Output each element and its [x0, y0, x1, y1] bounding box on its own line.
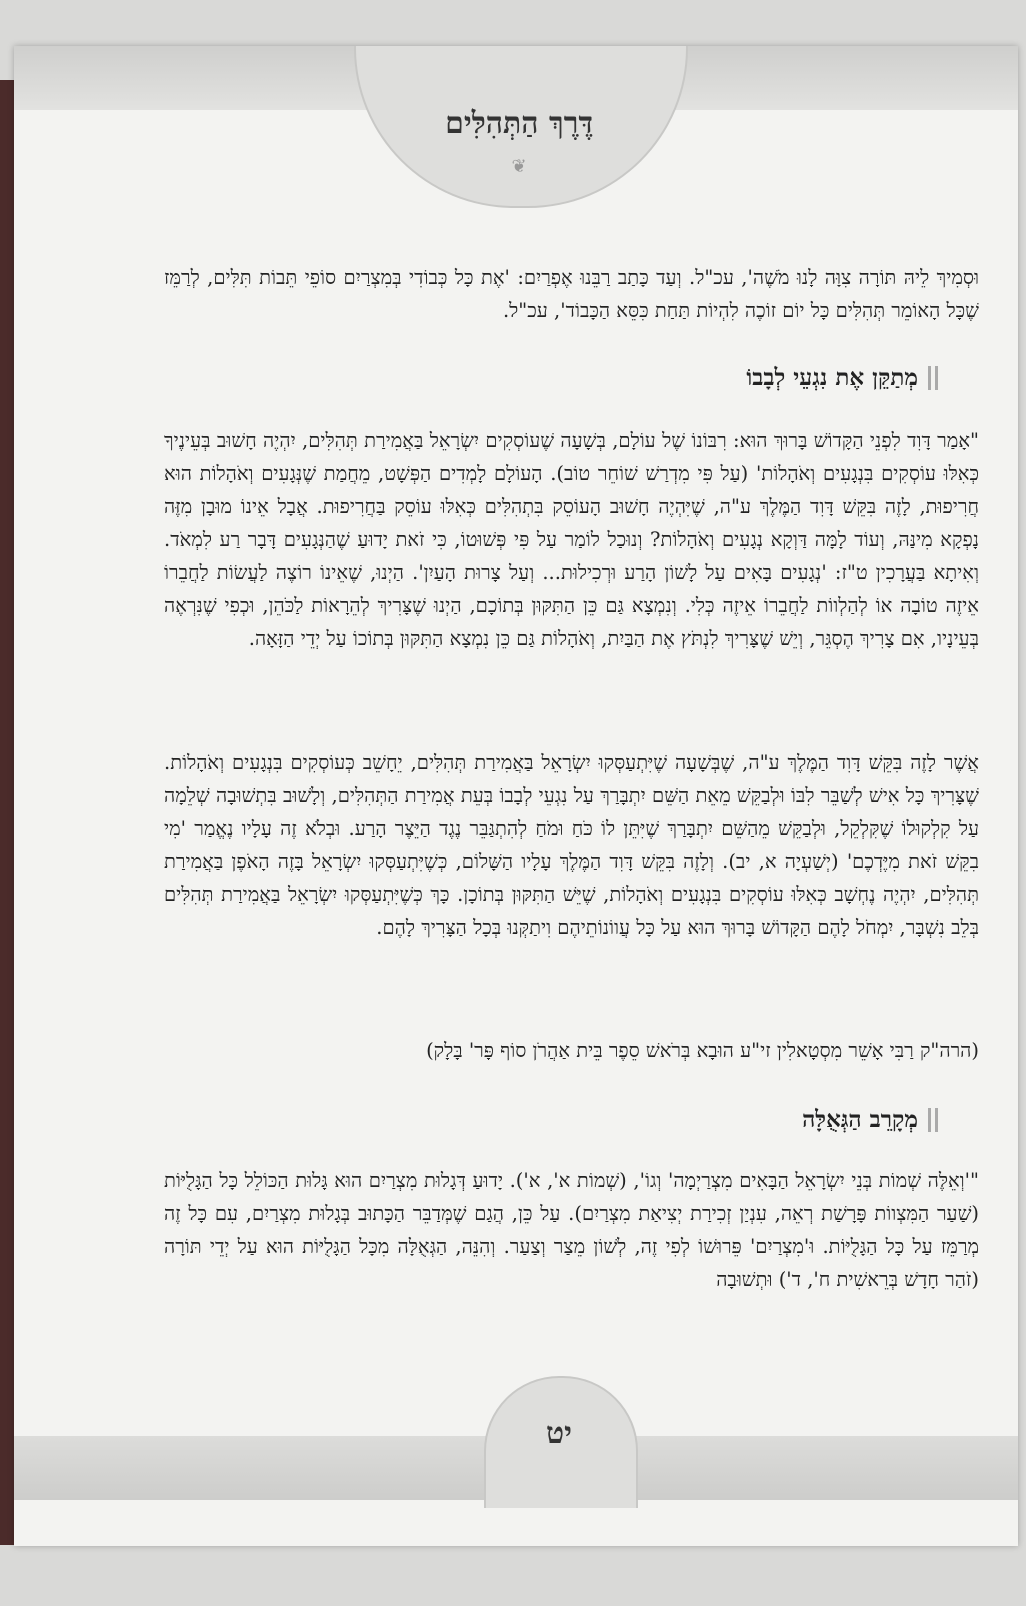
source-citation: (הרה"ק רַבִּי אָשֵׁר מִסְטָאלִין זי"ע הוּבָא בְּרֹאשׁ סֵפֶר בֵּית אַהֲרֹן סוֹף פָּר' בָּלָק) [426, 1039, 979, 1062]
intro-paragraph: וּסְמִיךְ לֵיהּ תּוֹרָה צִוָּה לָנוּ מֹשֶׁה', עכ"ל. וְעַד כָּתַב רַבֵּנוּ אֶפְרַיִם: 'אֶת כָּל כְּבוֹדִי בְּמִצְרַיִם סוֹפֵי תֵּבוֹת תִּלִּים, לְרַמֵּז שֶׁכָּל הָאוֹמֵר תְּהִלִּים כָּל יוֹם זוֹכֶה לִהְיוֹת תַּחַת כִּסֵּא הַכָּבוֹד', עכ"ל. [164, 266, 979, 322]
section-heading [802, 1106, 938, 1133]
running-title: דֶּרֶךְ הַתְּהִלִּים [445, 106, 593, 141]
book-page [14, 46, 1018, 1546]
paragraph: אֲשֶׁר לָזֶה בִּקֵּשׁ דָּוִד הַמֶּלֶךְ ע"ה, שֶׁבְּשָׁעָה שֶׁיִּתְעַסְּקוּ יִשְׂרָאֵל בַּאֲמִירַת תְּהִלִּים, יֵחָשֵׁב כְּעוֹסְקִים בִּנְגָעִים וְאֹהָלוֹת. שֶׁצָּרִיךְ כָּל אִישׁ לְשַׁבֵּר לִבּוֹ וּלְבַקֵּשׁ מֵאֵת הַשֵּׁם יִתְבָּרַךְ עַל נִגְעֵי לְבָבוֹ בְּעֵת אֲמִירַת הַתְּהִלִּים, וְלָשׁוּב בִּתְשׁוּבָה שְׁלֵמָה עַל קִלְקוּלוֹ שֶׁקִּלְקֵל, וּלְבַקֵּשׁ מֵהַשֵּׁם יִתְבָּרַךְ שֶׁיִּתֵּן לוֹ כֹּחַ וּמֹחַ לְהִתְגַּבֵּר נֶגֶד הַיֵּצֶר הָרַע. וּבְלֹא זֶה עָלָיו נֶאֱמַר 'מִי בִקֵּשׁ זֹאת מִיֶּדְכֶם' (יְשַׁעְיָה א, יב). וְלָזֶה בִּקֵּשׁ דָּוִד הַמֶּלֶךְ עָלָיו הַשָּׁלוֹם, כְּשֶׁיִּתְעַסְּקוּ יִשְׂרָאֵל בָּזֶה הָאֹפֶן בַּאֲמִירַת תְּהִלִּים, יִהְיֶה נֶחְשָׁב כְּאִלּוּ עוֹסְקִים בִּנְגָעִים וְאֹהָלוֹת, שֶׁיֵּשׁ הַתִּקּוּן בְּתוֹכָן. כָּךְ כְּשֶׁיִּתְעַסְּקוּ יִשְׂרָאֵל בַּאֲמִירַת תְּהִלִּים בְּלֵב נִשְׁבָּר, יִמְחֹל לָהֶם הַקָּדוֹשׁ בָּרוּךְ הוּא עַל כָּל עֲווֹנוֹתֵיהֶם וִיתַקְּנוּ בְּכָל הַצָּרִיךְ לָהֶם. [164, 751, 979, 939]
page-number: יט [546, 1416, 572, 1451]
paragraph: "אָמַר דָּוִד לִפְנֵי הַקָּדוֹשׁ בָּרוּךְ הוּא: רִבּוֹנוֹ שֶׁל עוֹלָם, בְּשָׁעָה שֶׁעוֹסְקִים יִשְׂרָאֵל בַּאֲמִירַת תְּהִלִּים, יִהְיֶה חָשׁוּב בְּעֵינֶיךָ כְּאִלּוּ עוֹסְקִים בִּנְגָעִים וְאֹהָלוֹת' (עַל פִּי מִדְרַשׁ שׁוֹחֵר טוֹב). הָעוֹלָם לָמְדִים הַפְּשָׁט, מֵחֲמַת שֶׁנְּגָעִים וְאֹהָלוֹת הוּא חֲרִיפוּת, לָזֶה בִּקֵּשׁ דָּוִד הַמֶּלֶךְ ע"ה, שֶׁיִּהְיֶה חָשׁוּב הָעוֹסֵק בִּתְהִלִּים כְּאִלּוּ עוֹסֵק בַּחֲרִיפוּת. אֲבָל אֵינוֹ מוּבָן מִזֶּה נָפְקָא מִינַּהּ, וְעוֹד לָמָּה דַּוְקָא נְגָעִים וְאֹהָלוֹת? וְנוּכַל לוֹמַר עַל פִּי פְּשׁוּטוֹ, כִּי זֹאת יָדוּעַ שֶׁהַנְּגָעִים דָּבָר רַע לִמְאֹד. וְאִיתָא בַּעֲרָכִין ט"ז: 'נְגָעִים בָּאִים עַל לָשׁוֹן הָרַע וּרְכִילוּת... וְעַל צָרוּת הָעַיִן'. הַיְנוּ, שֶׁאֵינוֹ רוֹצֶה לַעֲשׂוֹת לַחֲבֵרוֹ אֵיזֶה טוֹבָה אוֹ לְהַלְווֹת לַחֲבֵרוֹ אֵיזֶה כְּלִי. וְנִמְצָא גַּם כֵּן הַתִּקּוּן בְּתוֹכָם, הַיְנוּ שֶׁצָּרִיךְ לְהֵרָאוֹת לַכֹּהֵן, וּכְפִי שֶׁנִּרְאֶה בְּעֵינָיו, אִם צָרִיךְ הֶסְגֵּר, וְיֵשׁ שֶׁצָּרִיךְ לִנְתֹּץ אֶת הַבַּיִת, וְאֹהָלוֹת גַּם כֵּן נִמְצָא הַתִּקּוּן בְּתוֹכוֹ עַל יְדֵי הַזָּאָה. [164, 429, 979, 650]
paragraph: "'וְאֵלֶּה שְׁמוֹת בְּנֵי יִשְׂרָאֵל הַבָּאִים מִצְרַיְמָה' וְגוֹ', (שְׁמוֹת א', א'). יָדוּעַ דְּגָלוּת מִצְרַיִם הוּא גָּלוּת הַכּוֹלֵל כָּל הַגָּלֻיּוֹת (שַׁעַר הַמִּצְווֹת פָּרָשַׁת רְאֵה, עִנְיַן זְכִירַת יְצִיאַת מִצְרַיִם). עַל כֵּן, הֲגַם שֶׁמְּדַבֵּר הַכָּתוּב בְּגָלוּת מִצְרַיִם, עִם כָּל זֶה מְרַמֵּז עַל כָּל הַגָּלֻיּוֹת. וּ'מִצְרַיִם' פֵּרוּשׁוֹ לְפִי זֶה, לְשׁוֹן מֵצַר וְצַעַר. וְהִנֵּה, הַגְּאֻלָּה מִכָּל הַגָּלֻיּוֹת הוּא עַל יְדֵי תּוֹרָה (זֹהַר חָדָשׁ בְּרֵאשִׁית ח', ד') וּתְשׁוּבָה [164, 1169, 979, 1291]
section-heading-text: מְתַקֵּן אֶת נִגְעֵי לְבָבוֹ [746, 364, 918, 391]
section-heading [746, 364, 938, 391]
heading-bar-icon [928, 1108, 938, 1132]
section-heading-text: מְקָרֵב הַגְּאֻלָּה [802, 1106, 918, 1133]
heading-bar-icon [928, 366, 938, 390]
ornament-icon: ❦ [511, 156, 527, 177]
